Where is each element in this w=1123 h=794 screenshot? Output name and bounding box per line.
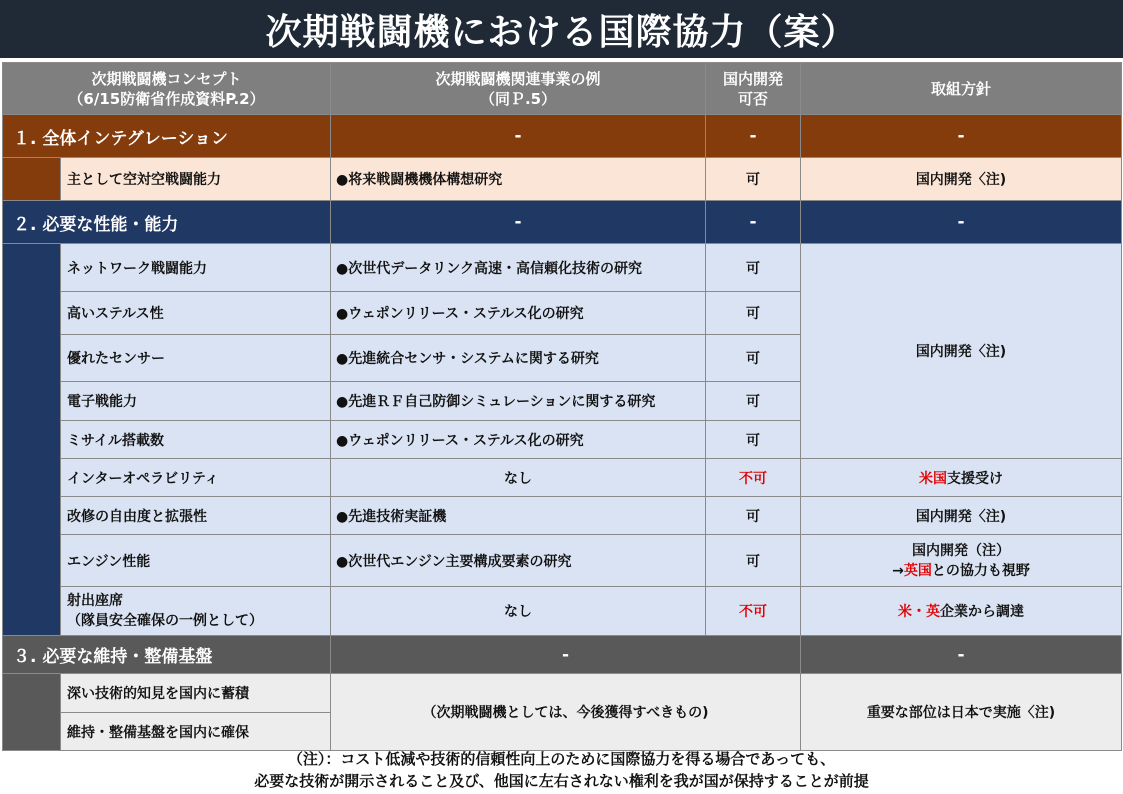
header-concept-line1: 次期戦闘機コンセプト <box>91 69 242 88</box>
header-project <box>331 63 706 115</box>
policy-country: 米・英 <box>898 604 941 620</box>
domestic-cell: 可 <box>706 421 801 459</box>
policy-cell: 重要な部位は日本で実施〈注) <box>801 674 1122 751</box>
section-bar <box>3 244 61 636</box>
concept-cell: エンジン性能 <box>61 535 331 587</box>
section-label: １. 全体インテグレーション <box>3 115 331 158</box>
project-cell: ●次世代データリンク高速・高信頼化技術の研究 <box>331 244 706 292</box>
concept-cell: 主として空対空戦闘能力 <box>61 158 331 201</box>
project-cell: なし <box>331 459 706 497</box>
dash-cell: - <box>801 115 1122 158</box>
policy-cell: 国内開発〈注) <box>801 244 1122 459</box>
concept-cell: 高いステルス性 <box>61 292 331 335</box>
concept-cell: ミサイル搭載数 <box>61 421 331 459</box>
policy-cell <box>801 535 1122 587</box>
policy-text: 支援受け <box>947 470 1004 487</box>
dash-cell: - <box>706 115 801 158</box>
policy-country: 米国 <box>919 470 948 487</box>
policy-line2 <box>801 561 1121 581</box>
policy-cell <box>801 587 1122 636</box>
policy-arrow: → <box>892 562 904 579</box>
domestic-cell: 不可 <box>706 459 801 497</box>
project-cell: なし <box>331 587 706 636</box>
table-row <box>3 158 1122 201</box>
section-row-performance <box>3 201 1122 244</box>
concept-line2: （隊員安全確保の一例として） <box>67 613 263 629</box>
policy-cell: 国内開発〈注) <box>801 158 1122 201</box>
domestic-cell: 可 <box>706 382 801 421</box>
concept-cell <box>61 587 331 636</box>
concept-cell: 改修の自由度と拡張性 <box>61 497 331 535</box>
dash-cell: - <box>801 636 1122 674</box>
concept-cell: 電子戦能力 <box>61 382 331 421</box>
policy-line1: 国内開発（注） <box>912 542 1011 559</box>
table-row <box>3 587 1122 636</box>
policy-text: 企業から調達 <box>940 604 1025 620</box>
table-row <box>3 497 1122 535</box>
page-title: 次期戦闘機における国際協力（案） <box>0 0 1123 58</box>
header-concept-line2: （6/15防衛省作成資料P.2） <box>68 89 265 108</box>
policy-country: 英国 <box>903 562 932 579</box>
header-domestic <box>706 63 801 115</box>
domestic-cell: 可 <box>706 497 801 535</box>
project-cell: ●先進統合センサ・システムに関する研究 <box>331 335 706 382</box>
concept-cell: 深い技術的知見を国内に蓄積 <box>61 674 331 713</box>
dash-cell: - <box>331 636 801 674</box>
domestic-cell: 不可 <box>706 587 801 636</box>
header-concept <box>3 63 331 115</box>
footnote-line2: 必要な技術が開示されること及び、他国に左右されない権利を我が国が保持することが前提 <box>254 772 869 790</box>
domestic-cell: 可 <box>706 244 801 292</box>
header-policy: 取組方針 <box>801 63 1122 115</box>
project-cell: ●将来戦闘機機体構想研究 <box>331 158 706 201</box>
project-cell: （次期戦闘機としては、今後獲得すべきもの) <box>331 674 801 751</box>
domestic-cell: 可 <box>706 335 801 382</box>
header-row <box>3 63 1122 115</box>
project-cell: ●ウェポンリリース・ステルス化の研究 <box>331 421 706 459</box>
header-domestic-line2: 可否 <box>738 89 769 108</box>
section-bar <box>3 158 61 201</box>
dash-cell: - <box>706 201 801 244</box>
section-row-maintenance <box>3 636 1122 674</box>
section-label: ２. 必要な性能・能力 <box>3 201 331 244</box>
dash-cell: - <box>331 201 706 244</box>
section-bar <box>3 674 61 751</box>
table-row <box>3 535 1122 587</box>
policy-cell <box>801 459 1122 497</box>
cooperation-table <box>2 62 1122 751</box>
project-cell: ●先進技術実証機 <box>331 497 706 535</box>
table-row <box>3 244 1122 292</box>
section-row-integration <box>3 115 1122 158</box>
header-project-line2: （同Ｐ.5） <box>479 89 557 108</box>
policy-text: との協力も視野 <box>931 562 1030 579</box>
concept-cell: ネットワーク戦闘能力 <box>61 244 331 292</box>
domestic-cell: 可 <box>706 535 801 587</box>
concept-line1: 射出座席 <box>67 593 123 609</box>
project-cell: ●次世代エンジン主要構成要素の研究 <box>331 535 706 587</box>
table-row <box>3 459 1122 497</box>
footnote-line1: （注）：コスト低減や技術的信頼性向上のために国際協力を得る場合であっても、 <box>287 750 836 768</box>
dash-cell: - <box>331 115 706 158</box>
dash-cell: - <box>801 201 1122 244</box>
project-cell: ●先進ＲＦ自己防御シミュレーションに関する研究 <box>331 382 706 421</box>
table-row <box>3 674 1122 713</box>
domestic-cell: 可 <box>706 158 801 201</box>
domestic-cell: 可 <box>706 292 801 335</box>
concept-cell: 維持・整備基盤を国内に確保 <box>61 713 331 751</box>
concept-cell: インターオペラビリティ <box>61 459 331 497</box>
header-domestic-line1: 国内開発 <box>723 69 784 88</box>
header-project-line1: 次期戦闘機関連事業の例 <box>435 69 601 88</box>
section-label: ３. 必要な維持・整備基盤 <box>3 636 331 674</box>
concept-cell: 優れたセンサー <box>61 335 331 382</box>
project-cell: ●ウェポンリリース・ステルス化の研究 <box>331 292 706 335</box>
policy-cell: 国内開発〈注) <box>801 497 1122 535</box>
